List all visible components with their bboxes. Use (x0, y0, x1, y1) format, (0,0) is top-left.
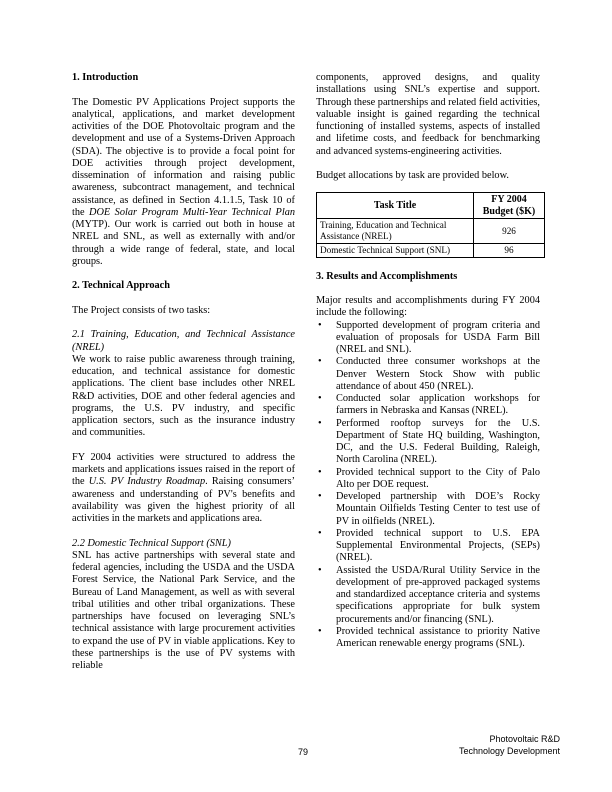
approach-intro: The Project consists of two tasks: (72, 304, 211, 316)
list-item: • Conducted solar application workshops for farmers in Nebraska and Kansas (NREL). (318, 393, 540, 417)
section-heading-introduction: 1. Introduction (72, 72, 139, 83)
fy2004-paragraph: FY 2004 activities were structured to address the markets and applications issues raised in the report of the U.S. PV Industry Roadmap. Raising consumers’ awareness and understanding of PV's benefits and availability was given the highest priority of all activities in the markets and applications area. (72, 451, 296, 524)
results-list (316, 320, 540, 651)
list-item: • Developed partnership with DOE’s Rocky Mountain Oilfields Testing Center to test use of PV in oilfields (NREL). (318, 491, 540, 527)
budget-intro: Budget allocations by task are provided below. (316, 170, 509, 181)
subsection-heading-snl: 2.2 Domestic Technical Support (SNL) (72, 537, 231, 549)
row-task-title: Domestic Technical Support (SNL) (317, 244, 474, 258)
subsection-heading-training: 2.1 Training, Education, and Technical Assistance (NREL) (72, 329, 295, 353)
running-footer (459, 733, 560, 757)
budget-table (316, 192, 545, 258)
row-budget-value: 926 (474, 219, 545, 244)
bullet-icon: • (318, 319, 322, 331)
row-budget-value: 96 (474, 244, 545, 258)
mytp-title: DOE Solar Program Multi-Year Technical Plan (89, 206, 295, 218)
table-row (317, 244, 545, 258)
bullet-icon: • (318, 417, 322, 429)
list-item: • Assisted the USDA/Rural Utility Service in the development of pre-approved packaged systems and standardized acceptance criteria and systems specifications appropriate for bulk system procurements and/or financing (SNL). (318, 564, 540, 625)
header-fy2004-budget: FY 2004 Budget ($K) (474, 193, 545, 219)
list-item: • Provided technical assistance to priority Native American renewable energy programs (SNL). (318, 625, 540, 649)
section-heading-technical-approach: 2. Technical Approach (72, 280, 170, 292)
bullet-icon: • (318, 466, 322, 478)
footer-line-1: Photovoltaic R&D (489, 734, 560, 744)
page-number: 79 (298, 747, 309, 757)
bullet-icon: • (318, 491, 322, 502)
header-task-title: Task Title (317, 193, 474, 219)
roadmap-title: U.S. PV Industry Roadmap (88, 476, 206, 488)
list-item: • Performed rooftop surveys for the U.S. Department of State HQ building, Washington, DC, and the U.S. Federal Building, Raleigh, North Carolina (NREL). (318, 417, 540, 466)
bullet-icon: • (318, 356, 322, 368)
list-item: • Conducted three consumer workshops at the Denver Western Stock Show with public attendance of about 450 (NREL). (318, 356, 540, 392)
bullet-icon: • (318, 527, 322, 539)
list-item: • Supported development of program criteria and evaluation of proposals for USDA Farm Bill (NREL and SNL). (318, 319, 540, 355)
left-column (72, 72, 295, 672)
table-row (317, 219, 545, 244)
budget-table-header (317, 193, 545, 219)
introduction-paragraph: The Domestic PV Applications Project supports the analytical, applications, and market development activities of the DOE Photovoltaic program and the development and use of a Systems-Driven Approach (SDA). The objective is to provide a focal point for DOE activities through project development, dissemination of information and raising public awareness, subcontract management, and technical assistance, as defined in Section 4.1.1.5, Task 10 of the DOE Solar Program Multi-Year Technical Plan (MYTP). Our work is carried out both in house at NREL and SNL, as well as externally with and/or through a wide range of federal, state, and local groups. (72, 96, 295, 267)
bullet-icon: • (318, 625, 322, 637)
results-intro: Major results and accomplishments during FY 2004 include the following: (316, 295, 540, 319)
snl-paragraph-continued: components, approved designs, and quality installations using SNL’s expertise and support. Through these partnerships and related field activities, valuable insight is gained regarding the technical functioning of installed systems, aspects of installed and lifetime costs, and feedback for benchmarking and advanced systems-engineering activities. (316, 72, 540, 157)
snl-paragraph: SNL has active partnerships with several state and federal agencies, including the USDA and the USDA Forest Service, the National Park Service, and the Bureau of Land Management, as well as with several tribal utilities and other tribal organizations. These partnerships have focused on leveraging SNL’s technical assistance with large procurement activities to expand the use of PV in viable applications. Key to these partnerships is the use of PV systems with reliable (72, 549, 295, 671)
bullet-icon: • (318, 564, 322, 576)
list-item: • Provided technical support to the City of Palo Alto per DOE request. (318, 466, 540, 490)
bullet-icon: • (318, 393, 322, 404)
right-column (316, 72, 540, 650)
training-paragraph: We work to raise public awareness through training, education, and technical assistance for domestic applications. The client base includes other NREL R&D activities, DOE and other federal agencies and programs, the U.S. PV industry, and specific application sectors, such as the insurance industry and communities. (72, 353, 295, 439)
row-task-title: Training, Education and Technical Assistance (NREL) (317, 219, 474, 244)
list-item: • Provided technical support to U.S. EPA Supplemental Environmental Projects, (SEPs) (NREL). (318, 527, 540, 564)
footer-line-2: Technology Development (458, 746, 560, 756)
section-heading-results: 3. Results and Accomplishments (316, 270, 458, 282)
